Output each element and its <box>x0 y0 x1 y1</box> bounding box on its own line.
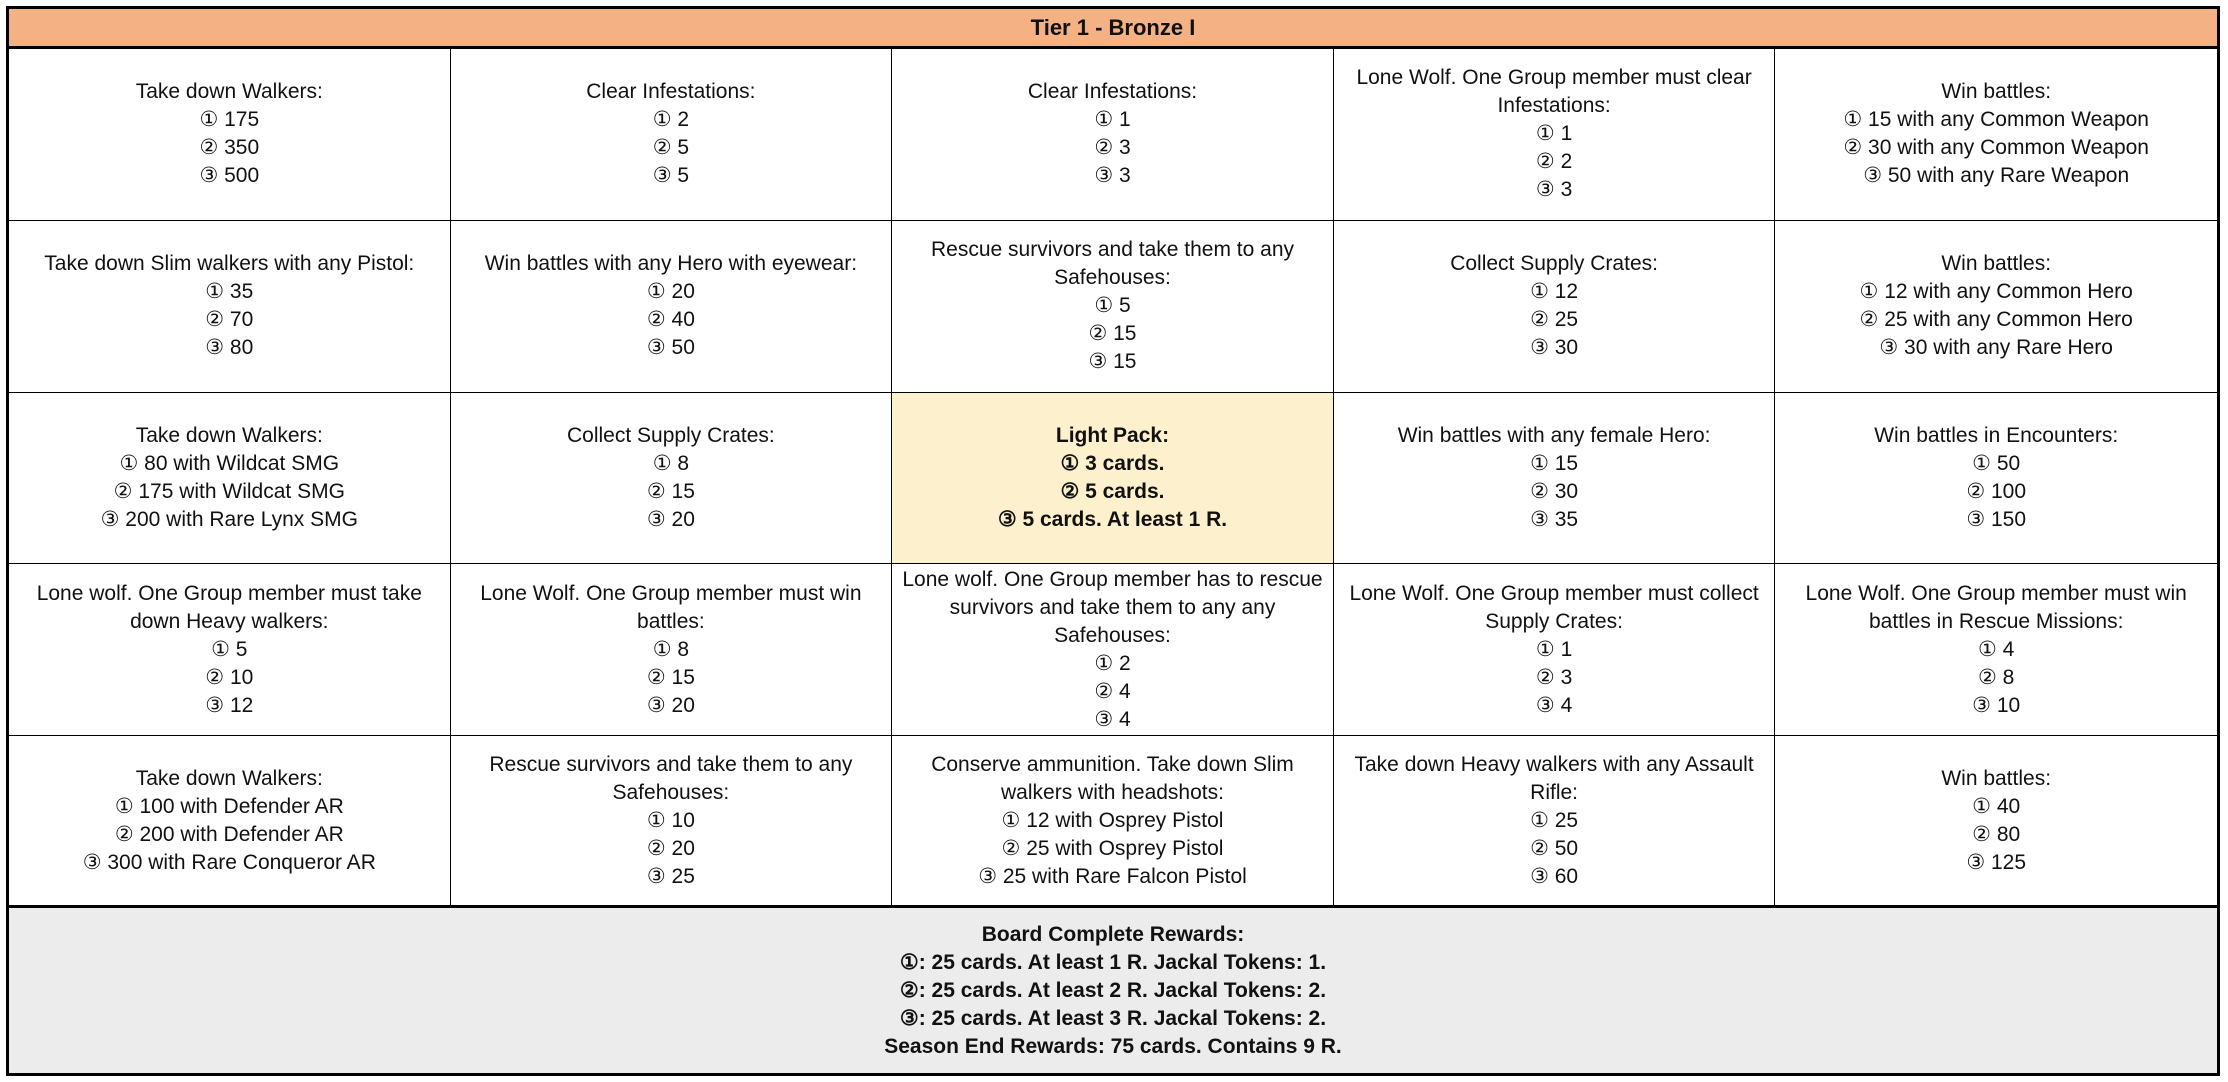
challenge-tier: ② 350 <box>199 136 260 160</box>
challenge-heading: Lone Wolf. One Group member must collect Supply Crates: <box>1349 581 1759 633</box>
challenge-tier: ① 4 <box>1978 637 2015 661</box>
challenge-cell <box>9 736 451 908</box>
challenge-cell <box>1775 393 2217 565</box>
challenge-heading: Take down Heavy walkers with any Assault Rifle: <box>1354 752 1754 804</box>
challenge-cell <box>892 221 1334 393</box>
challenge-heading: Clear Infestations: <box>1027 80 1198 104</box>
challenge-heading: Collect Supply Crates: <box>1450 252 1658 276</box>
challenge-tier: ③ 20 <box>646 693 695 717</box>
challenge-tier: ③ 4 <box>1094 707 1131 731</box>
challenge-cell <box>1775 564 2217 736</box>
challenge-tier: ③ 50 <box>646 336 695 360</box>
challenge-tier: ② 8 <box>1978 665 2015 689</box>
challenge-tier: ① 80 with Wildcat SMG <box>119 451 340 475</box>
challenge-tier: ① 2 <box>652 108 690 132</box>
challenge-tier: ③ 5 <box>652 164 690 188</box>
challenge-tier: ② 3 <box>1535 665 1573 689</box>
challenge-tier: ③ 4 <box>1535 693 1573 717</box>
challenge-heading: Win battles: <box>1941 252 2052 276</box>
challenge-tier: ③ 35 <box>1530 507 1579 531</box>
challenge-tier: ① 15 with any Common Weapon <box>1843 108 2149 132</box>
board-title: Tier 1 - Bronze I <box>9 9 2217 49</box>
challenge-tier: ② 50 <box>1530 836 1579 860</box>
challenge-cell <box>1775 221 2217 393</box>
challenge-tier: ③ 50 with any Rare Weapon <box>1863 164 2130 188</box>
challenge-tier: ② 15 <box>646 665 695 689</box>
challenge-cell <box>1334 49 1776 221</box>
challenge-tier: ① 20 <box>646 280 695 304</box>
challenge-tier: ③ 200 with Rare Lynx SMG <box>100 507 358 531</box>
challenge-tier: ① 40 <box>1972 794 2021 818</box>
challenge-heading: Win battles: <box>1941 80 2052 104</box>
challenge-cell <box>9 49 451 221</box>
challenge-tier: ② 2 <box>1535 150 1573 174</box>
challenge-tier: ② 5 <box>652 136 690 160</box>
challenge-tier: ② 80 <box>1972 822 2021 846</box>
challenge-cell <box>1334 736 1776 908</box>
challenge-heading: Win battles with any female Hero: <box>1397 423 1711 447</box>
challenge-cell <box>892 564 1334 736</box>
challenge-tier: ① 12 with Osprey Pistol <box>1001 808 1224 832</box>
challenge-cell <box>451 393 893 565</box>
challenge-tier: ① 100 with Defender AR <box>114 794 344 818</box>
challenge-tier: ① 2 <box>1094 651 1131 675</box>
challenge-tier: ③ 30 with any Rare Hero <box>1879 336 2113 360</box>
challenge-board <box>6 6 2220 1076</box>
challenge-tier: ③ 150 <box>1966 507 2027 531</box>
challenge-tier: ① 175 <box>199 108 260 132</box>
challenge-heading: Clear Infestations: <box>586 80 756 104</box>
challenge-tier: ② 4 <box>1094 679 1131 703</box>
challenge-tier: ① 8 <box>652 451 690 475</box>
challenge-cell <box>1334 221 1776 393</box>
rewards-line: ①: 25 cards. At least 1 R. Jackal Tokens: 1. <box>899 950 1327 974</box>
challenge-tier: ① 25 <box>1530 808 1579 832</box>
challenge-tier: ② 15 <box>646 479 695 503</box>
challenge-tier: ② 40 <box>646 308 695 332</box>
challenge-tier: ① 1 <box>1094 108 1131 132</box>
challenge-tier: ① 1 <box>1535 122 1573 146</box>
challenge-tier: ① 15 <box>1530 451 1579 475</box>
challenge-tier: ① 8 <box>652 637 690 661</box>
challenge-tier: ② 175 with Wildcat SMG <box>113 479 345 503</box>
challenge-tier: ② 25 with any Common Hero <box>1859 308 2133 332</box>
challenge-cell <box>451 49 893 221</box>
challenge-cell <box>451 564 893 736</box>
challenge-heading: Take down Slim walkers with any Pistol: <box>44 252 415 276</box>
challenge-tier: ③ 125 <box>1966 850 2027 874</box>
challenge-tier: ③ 300 with Rare Conqueror AR <box>82 850 376 874</box>
challenge-heading: Collect Supply Crates: <box>567 423 775 447</box>
challenge-tier: ① 10 <box>646 808 695 832</box>
challenge-heading: Take down Walkers: <box>135 766 323 790</box>
challenge-tier: ② 3 <box>1094 136 1131 160</box>
challenge-cell <box>1775 736 2217 908</box>
challenge-tier: ② 15 <box>1088 322 1137 346</box>
challenge-tier: ② 25 with Osprey Pistol <box>1001 836 1224 860</box>
challenge-heading: Lone wolf. One Group member must take down Heavy walkers: <box>36 581 422 633</box>
challenge-tier: ① 50 <box>1972 451 2021 475</box>
challenge-heading: Take down Walkers: <box>135 80 323 104</box>
challenge-tier: ① 3 cards. <box>1060 451 1165 475</box>
challenge-heading: Rescue survivors and take them to any Safehouses: <box>489 752 853 804</box>
rewards-line: ②: 25 cards. At least 2 R. Jackal Tokens: 2. <box>899 978 1327 1002</box>
challenge-cell <box>1775 49 2217 221</box>
challenge-tier: ① 5 <box>1094 294 1131 318</box>
challenge-tier: ② 25 <box>1530 308 1579 332</box>
challenge-tier: ③ 5 cards. At least 1 R. <box>997 507 1228 531</box>
challenge-tier: ③ 10 <box>1972 693 2021 717</box>
challenge-cell <box>1334 393 1776 565</box>
challenge-tier: ② 10 <box>205 665 254 689</box>
challenge-tier: ① 12 with any Common Hero <box>1859 280 2133 304</box>
challenge-cell <box>451 221 893 393</box>
challenge-tier: ① 12 <box>1530 280 1579 304</box>
challenge-tier: ② 70 <box>205 308 254 332</box>
rewards-line: ③: 25 cards. At least 3 R. Jackal Tokens: 2. <box>899 1006 1327 1030</box>
challenge-cell <box>9 564 451 736</box>
challenge-heading: Light Pack: <box>1055 423 1170 447</box>
challenge-heading: Lone Wolf. One Group member must win battles in Rescue Missions: <box>1805 581 2187 633</box>
challenge-tier: ③ 80 <box>205 336 254 360</box>
challenge-tier: ③ 15 <box>1088 350 1137 374</box>
season-end-rewards: Season End Rewards: 75 cards. Contains 9 R. <box>884 1034 1342 1058</box>
challenge-cell <box>9 221 451 393</box>
challenge-heading: Lone wolf. One Group member has to rescue survivors and take them to any any Safehouses: <box>902 567 1323 647</box>
challenge-tier: ③ 30 <box>1530 336 1579 360</box>
challenge-cell <box>892 49 1334 221</box>
challenge-tier: ② 20 <box>646 836 695 860</box>
challenge-tier: ② 200 with Defender AR <box>114 822 344 846</box>
challenge-cell <box>451 736 893 908</box>
challenge-heading: Lone Wolf. One Group member must clear Infestations: <box>1356 66 1752 118</box>
challenge-heading: Take down Walkers: <box>135 423 323 447</box>
rewards-heading: Board Complete Rewards: <box>981 922 1245 946</box>
challenge-heading: Win battles: <box>1941 766 2052 790</box>
challenge-tier: ② 5 cards. <box>1060 479 1165 503</box>
challenge-tier: ③ 12 <box>205 693 254 717</box>
challenge-tier: ② 30 with any Common Weapon <box>1843 136 2149 160</box>
challenge-cell <box>892 736 1334 908</box>
challenge-heading: Lone Wolf. One Group member must win battles: <box>480 581 862 633</box>
challenge-tier: ③ 3 <box>1535 178 1573 202</box>
challenge-cell <box>9 393 451 565</box>
challenge-heading: Win battles with any Hero with eyewear: <box>484 252 858 276</box>
challenge-tier: ③ 3 <box>1094 164 1131 188</box>
challenge-tier: ③ 20 <box>646 507 695 531</box>
center-reward-cell <box>892 393 1334 565</box>
challenge-tier: ① 35 <box>205 280 254 304</box>
challenge-heading: Win battles in Encounters: <box>1874 423 2119 447</box>
challenge-tier: ③ 25 <box>646 864 695 888</box>
challenge-tier: ③ 500 <box>199 164 260 188</box>
challenge-heading: Conserve ammunition. Take down Slim walkers with headshots: <box>931 752 1294 804</box>
challenge-tier: ① 5 <box>211 637 248 661</box>
challenge-tier: ② 30 <box>1530 479 1579 503</box>
challenge-cell <box>1334 564 1776 736</box>
board-rewards <box>9 908 2217 1073</box>
challenge-tier: ③ 60 <box>1530 864 1579 888</box>
challenge-tier: ① 1 <box>1535 637 1573 661</box>
challenge-heading: Rescue survivors and take them to any Safehouses: <box>930 238 1294 290</box>
challenge-tier: ② 100 <box>1966 479 2027 503</box>
challenge-tier: ③ 25 with Rare Falcon Pistol <box>978 864 1247 888</box>
